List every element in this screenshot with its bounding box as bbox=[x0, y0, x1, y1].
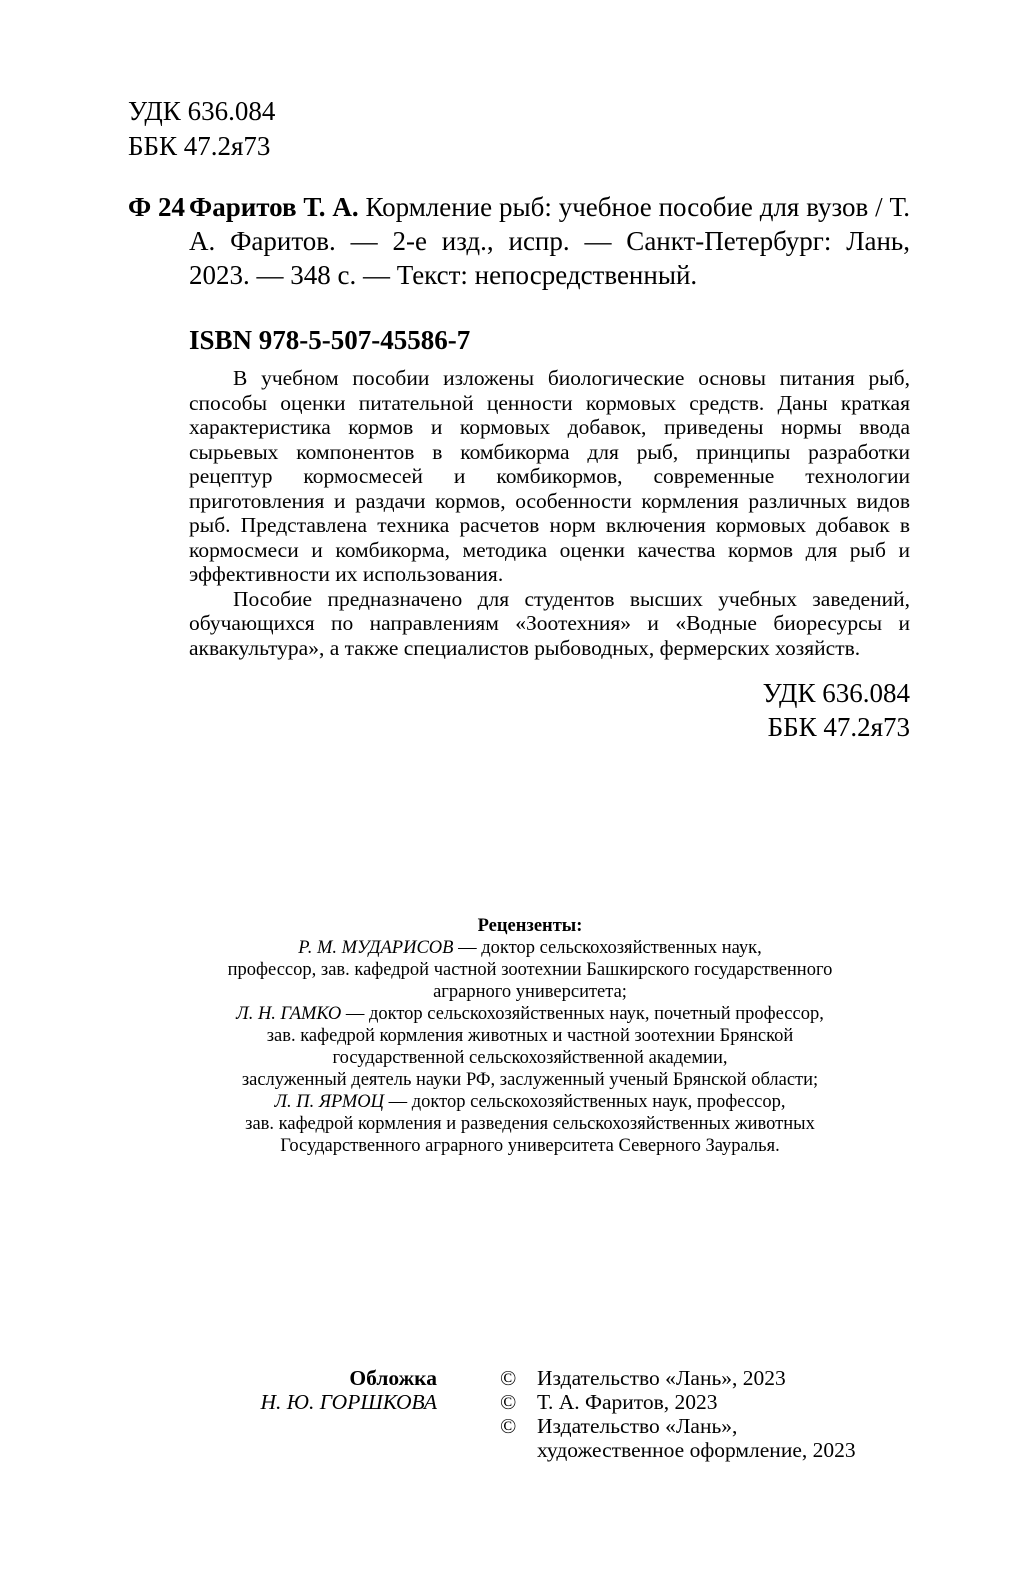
reviewer-line: Л. П. ЯРМОЦ — доктор сельскохозяйственных наук, профессор, bbox=[274, 1092, 786, 1112]
copyright-icon: © bbox=[500, 1390, 517, 1414]
udk-code-bottom: УДК 636.084 bbox=[762, 678, 910, 708]
isbn: ISBN 978-5-507-45586-7 bbox=[189, 325, 471, 355]
description-text: Кормление рыб: учебное пособие для вузов / Т. А. Фаритов. — 2-е изд., испр. — Санкт-Петербург: Лань, 2023. — 348 с. — Текст: непосредственный. bbox=[189, 192, 911, 290]
reviewer-line: аграрного университета; bbox=[433, 982, 627, 1002]
cover-label: Обложка bbox=[349, 1366, 437, 1390]
copyright-icon: © bbox=[500, 1366, 517, 1390]
reviewer-line: зав. кафедрой кормления и разведения сельскохозяйственных животных bbox=[245, 1114, 815, 1134]
reviewer-line: Л. Н. ГАМКО — доктор сельскохозяйственных наук, почетный профессор, bbox=[236, 1004, 824, 1024]
annotation bbox=[189, 366, 910, 660]
author-name: Фаритов Т. А. bbox=[189, 192, 359, 222]
copyright-line: © Т. А. Фаритов, 2023 bbox=[500, 1390, 718, 1414]
copyright-icon: © bbox=[500, 1414, 517, 1438]
copyright-line: © Издательство «Лань», художественное оформление, 2023 bbox=[500, 1414, 856, 1462]
bibliographic-description bbox=[189, 190, 910, 292]
reviewer-line: Государственного аграрного университета Северного Зауралья. bbox=[280, 1136, 780, 1156]
reviewer-line: государственной сельскохозяйственной академии, bbox=[332, 1048, 728, 1068]
bibliographic-entry bbox=[128, 190, 910, 292]
udk-code-top: УДК 636.084 bbox=[128, 96, 276, 126]
reviewer-line: профессор, зав. кафедрой частной зоотехнии Башкирского государственного bbox=[227, 960, 833, 980]
annotation-paragraph: Пособие предназначено для студентов высших учебных заведений, обучающихся по направлениям «Зоотехния» и «Водные биоресурсы и аквакультура», а также специалистов рыбоводных, фермерских хозяйств. bbox=[189, 586, 910, 660]
bbk-code-bottom: ББК 47.2я73 bbox=[767, 712, 910, 742]
reviewer-line: Р. М. МУДАРИСОВ — доктор сельскохозяйственных наук, bbox=[298, 938, 762, 958]
reviewers-block bbox=[170, 915, 890, 1157]
copyright-block bbox=[500, 1366, 856, 1462]
cover-designer: Н. Ю. ГОРШКОВА bbox=[260, 1390, 437, 1414]
reviewers-title: Рецензенты: bbox=[477, 916, 583, 936]
copyright-line: © Издательство «Лань», 2023 bbox=[500, 1366, 786, 1390]
reviewer-name: Л. П. ЯРМОЦ bbox=[274, 1092, 384, 1112]
reviewer-name: Р. М. МУДАРИСОВ bbox=[298, 938, 454, 958]
bbk-code-top: ББК 47.2я73 bbox=[128, 131, 271, 161]
annotation-paragraph: В учебном пособии изложены биологические основы питания рыб, способы оценки питательной ценности кормовых средств. Даны краткая характеристика кормов и кормовых добавок, приведены нормы ввода сырьевых компонентов в комбикорма для рыб, принципы разработки рецептур кормосмесей и комбикормов, современные технологии приготовления и раздачи кормов, особенности кормления различных видов рыб. Представлена техника расчетов норм включения кормовых добавок в кормосмеси и комбикорма, методика оценки качества кормов для рыб и эффективности их использования. bbox=[189, 366, 910, 586]
reviewer-line: зав. кафедрой кормления животных и частной зоотехнии Брянской bbox=[266, 1026, 794, 1046]
reviewer-name: Л. Н. ГАМКО bbox=[236, 1004, 342, 1024]
author-mark: Ф 24 bbox=[128, 192, 185, 222]
reviewer-line: заслуженный деятель науки РФ, заслуженный ученый Брянской области; bbox=[241, 1070, 819, 1090]
cover-credit bbox=[261, 1366, 438, 1414]
classification-top bbox=[128, 94, 275, 164]
classification-bottom bbox=[763, 676, 910, 744]
